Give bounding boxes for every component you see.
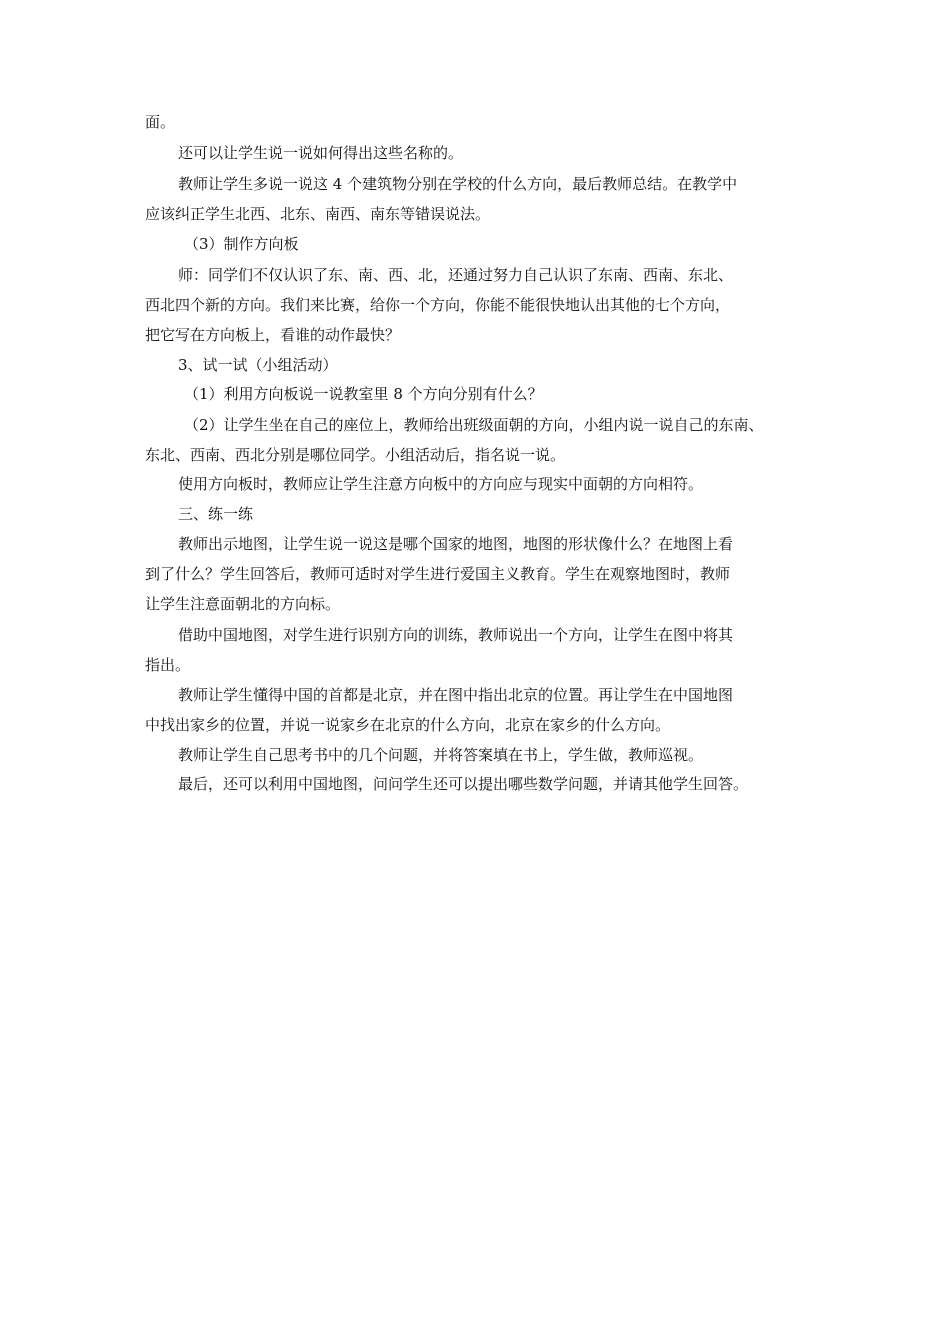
paragraph-line: 最后，还可以利用中国地图，问问学生还可以提出哪些数学问题，并请其他学生回答。 [178, 775, 749, 793]
paragraph-line: （2）让学生坐在自己的座位上，教师给出班级面朝的方向，小组内说一说自己的东南、 [184, 416, 764, 434]
paragraph-line: 到了什么？学生回答后，教师可适时对学生进行爱国主义教育。学生在观察地图时，教师 [145, 565, 731, 583]
section-heading: 3、试一试（小组活动） [178, 356, 338, 374]
section-heading: （3）制作方向板 [184, 235, 299, 253]
paragraph-line: （1）利用方向板说一说教室里 8 个方向分别有什么？ [184, 385, 543, 403]
paragraph-line: 还可以让学生说一说如何得出这些名称的。 [178, 144, 464, 162]
section-heading: 三、练一练 [178, 505, 254, 523]
paragraph-line: 把它写在方向板上，看谁的动作最快？ [145, 326, 401, 344]
paragraph-line: 师：同学们不仅认识了东、南、西、北，还通过努力自己认识了东南、西南、东北、 [178, 266, 734, 284]
paragraph-line: 中找出家乡的位置，并说一说家乡在北京的什么方向，北京在家乡的什么方向。 [145, 716, 671, 734]
paragraph-line: 指出。 [145, 656, 191, 674]
paragraph-line: 东北、西南、西北分别是哪位同学。小组活动后，指名说一说。 [145, 446, 566, 464]
paragraph-line: 教师让学生懂得中国的首都是北京，并在图中指出北京的位置。再让学生在中国地图 [178, 686, 734, 704]
paragraph-line: 应该纠正学生北西、北东、南西、南东等错误说法。 [145, 205, 491, 223]
paragraph-line: 使用方向板时，教师应让学生注意方向板中的方向应与现实中面朝的方向相符。 [178, 475, 704, 493]
paragraph-line: 教师让学生自己思考书中的几个问题，并将答案填在书上，学生做，教师巡视。 [178, 746, 704, 764]
paragraph-line: 教师让学生多说一说这 4 个建筑物分别在学校的什么方向，最后教师总结。在教学中 [178, 175, 738, 193]
paragraph-line: 西北四个新的方向。我们来比赛，给你一个方向，你能不能很快地认出其他的七个方向， [145, 296, 731, 314]
paragraph-line: 让学生注意面朝北的方向标。 [145, 595, 341, 613]
paragraph-line: 借助中国地图，对学生进行识别方向的训练，教师说出一个方向，让学生在图中将其 [178, 626, 734, 644]
paragraph-line: 教师出示地图，让学生说一说这是哪个国家的地图，地图的形状像什么？在地图上看 [178, 535, 734, 553]
paragraph-line: 面。 [145, 113, 176, 131]
